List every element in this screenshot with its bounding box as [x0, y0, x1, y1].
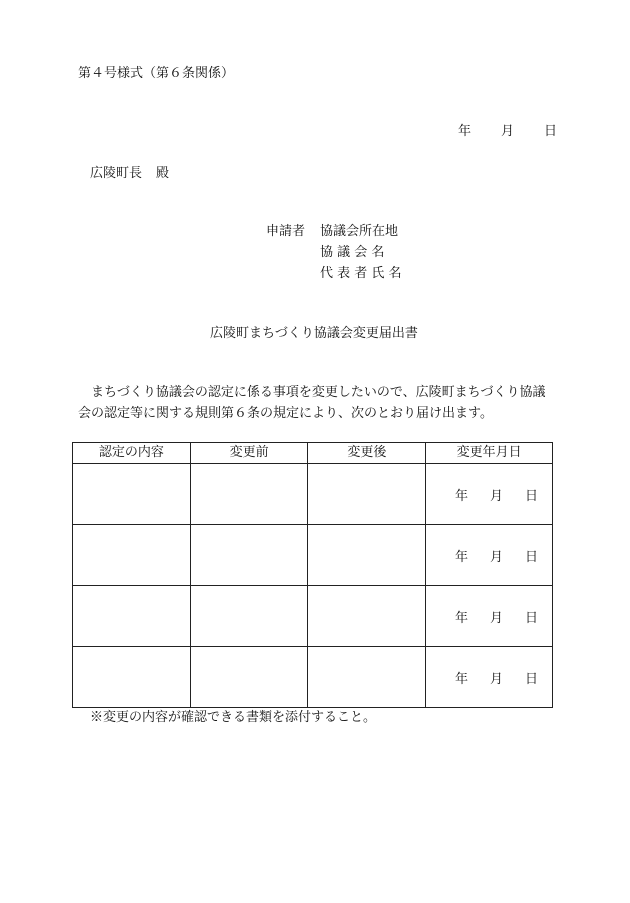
body-text: まちづくり協議会の認定に係る事項を変更したいので、広陵町まちづくり協議会の認定等に関する規則第６条の規定により、次のとおり届け出ます。 — [78, 385, 546, 421]
cell-after-change[interactable] — [308, 464, 426, 525]
cell-certified-content[interactable] — [73, 586, 191, 647]
applicant-field-representative: 代 表 者 氏 名 — [320, 266, 402, 281]
table-row — [73, 525, 553, 586]
cell-change-date[interactable]: 年 月 日 — [426, 525, 553, 586]
addressee-honorific: 殿 — [156, 166, 170, 181]
cell-change-date[interactable]: 年 月 日 — [426, 464, 553, 525]
cell-after-change[interactable] — [308, 647, 426, 708]
cell-before-change[interactable] — [190, 464, 308, 525]
header-before-change: 変更前 — [190, 443, 308, 464]
attachment-note: ※変更の内容が確認できる書類を添付すること。 — [90, 710, 377, 725]
addressee — [90, 166, 169, 182]
table-header-row — [73, 443, 553, 464]
header-after-change: 変更後 — [308, 443, 426, 464]
date-year-label: 年 — [458, 124, 472, 139]
header-change-date: 変更年月日 — [426, 443, 553, 464]
applicant-field-council-name: 協 議 会 名 — [320, 245, 385, 260]
table-row — [73, 464, 553, 525]
cell-change-date[interactable]: 年 月 日 — [426, 586, 553, 647]
table-row — [73, 647, 553, 708]
cell-certified-content[interactable] — [73, 647, 191, 708]
cell-change-date[interactable]: 年 月 日 — [426, 647, 553, 708]
applicant-block — [266, 224, 402, 287]
applicant-label: 申請者 — [266, 224, 306, 239]
date-month-label: 月 — [501, 124, 515, 139]
cell-certified-content[interactable] — [73, 525, 191, 586]
table-row — [73, 586, 553, 647]
form-number: 第４号様式（第６条関係） — [78, 66, 235, 81]
cell-before-change[interactable] — [190, 525, 308, 586]
cell-before-change[interactable] — [190, 647, 308, 708]
cell-after-change[interactable] — [308, 525, 426, 586]
cell-before-change[interactable] — [190, 586, 308, 647]
submission-date — [458, 124, 557, 140]
header-certified-content: 認定の内容 — [73, 443, 191, 464]
document-title: 広陵町まちづくり協議会変更届出書 — [210, 326, 418, 341]
addressee-name: 広陵町長 — [90, 166, 143, 181]
cell-certified-content[interactable] — [73, 464, 191, 525]
changes-table — [72, 442, 553, 708]
date-day-label: 日 — [544, 124, 558, 139]
applicant-field-address: 協議会所在地 — [320, 224, 399, 239]
cell-after-change[interactable] — [308, 586, 426, 647]
